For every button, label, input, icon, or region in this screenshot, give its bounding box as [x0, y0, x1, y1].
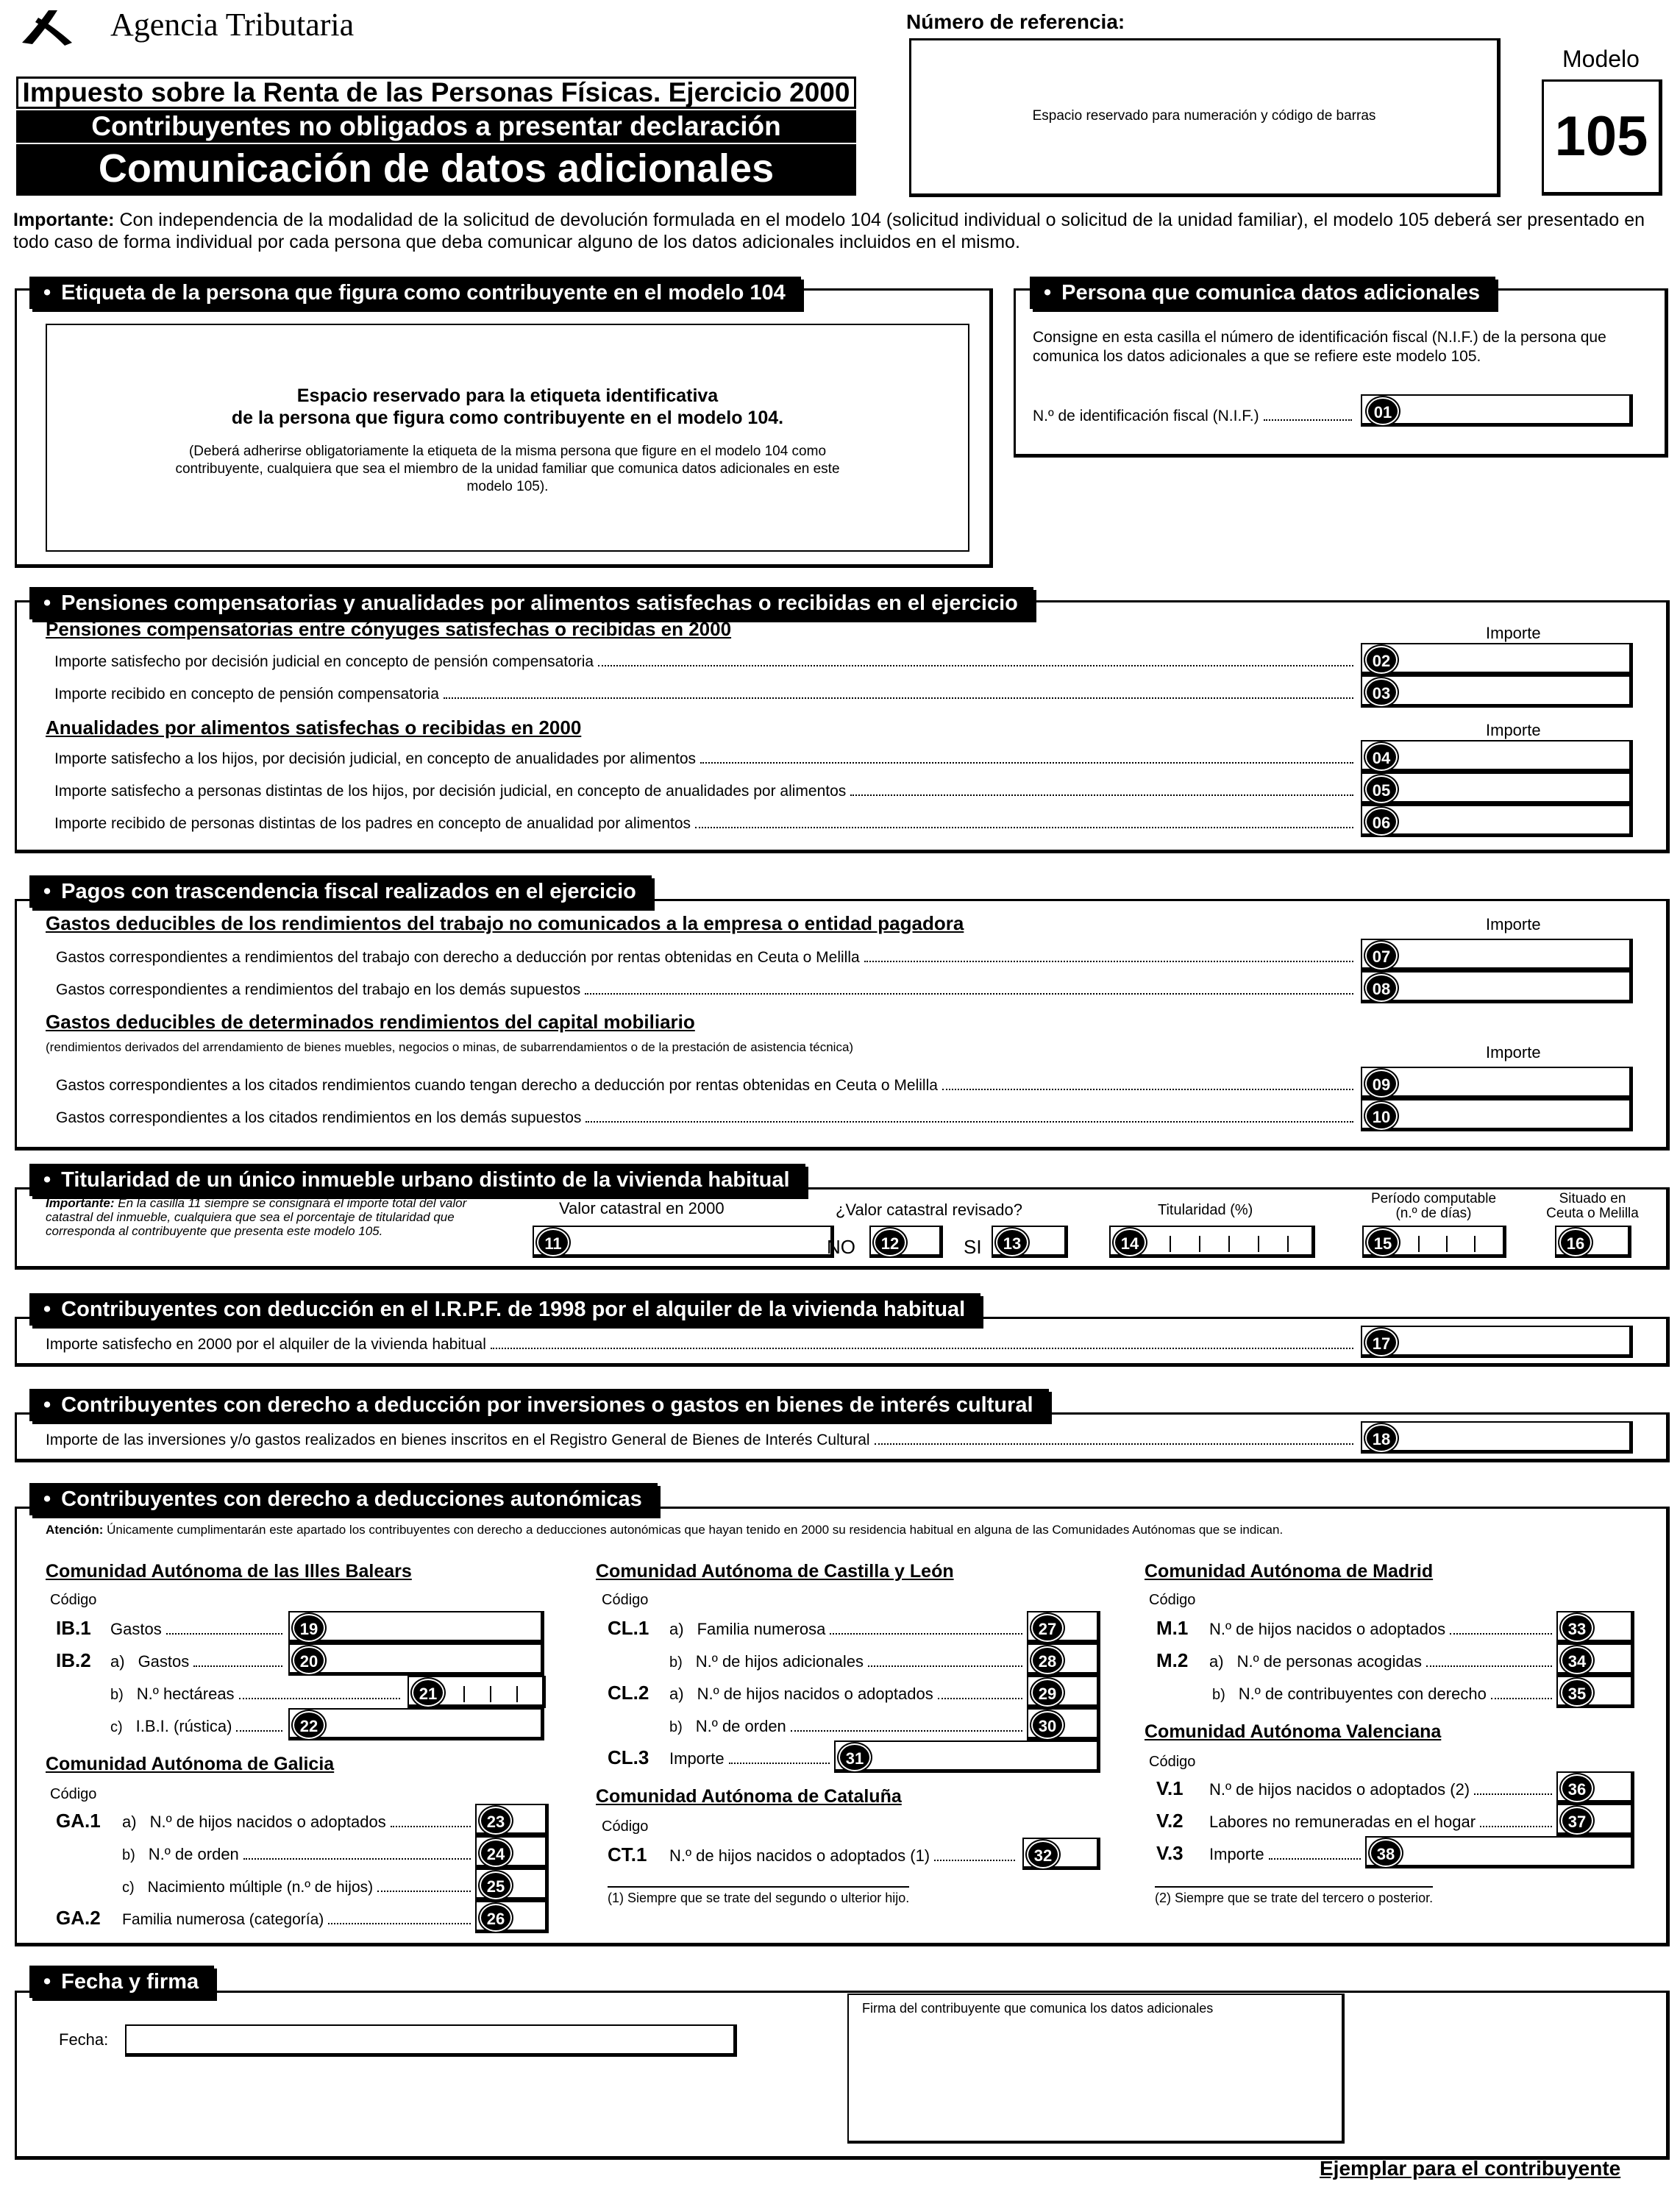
- ga2-code: GA.2: [56, 1907, 101, 1929]
- firma-box[interactable]: [847, 1994, 1345, 2144]
- m2a-letter: a): [1209, 1652, 1224, 1671]
- box-10-badge: 10: [1365, 1102, 1398, 1130]
- ib2c-row: [110, 1715, 287, 1736]
- ct1-row: [669, 1845, 1019, 1866]
- cl2a-label: N.º de hijos nacidos o adoptados: [697, 1685, 933, 1703]
- ct1-label: N.º de hijos nacidos o adoptados (1): [669, 1846, 930, 1865]
- m2b-letter: b): [1212, 1687, 1225, 1703]
- galicia-title: Comunidad Autónoma de Galicia: [46, 1754, 335, 1774]
- atencion-text: Únicamente cumplimentarán este apartado los contribuyentes con derecho a deducciones autonómicas que hayan tenido en 2000 su residencia habitual en alguna de las Comunidades Autónomas que se indican.: [107, 1523, 1284, 1537]
- firma-section: [15, 1991, 1670, 2160]
- pagos-heading-1: Gastos deducibles de los rendimientos del trabajo no comunicados a la empresa o entidad pagadora: [46, 912, 964, 934]
- reference-label: Número de referencia:: [906, 10, 1125, 33]
- ib2c-label: I.B.I. (rústica): [135, 1717, 232, 1735]
- box-38-field[interactable]: [1365, 1836, 1634, 1868]
- valor-catastral-label: Valor catastral en 2000: [559, 1199, 725, 1217]
- agency-logo: [16, 4, 82, 49]
- revisado-label: ¿Valor catastral revisado?: [836, 1201, 1022, 1219]
- box-07-field[interactable]: [1361, 939, 1633, 971]
- m1-code: M.1: [1156, 1617, 1189, 1639]
- box-35-badge: 35: [1561, 1679, 1593, 1707]
- pensiones-row-02-label: Importe satisfecho por decisión judicial en concepto de pensión compensatoria: [54, 653, 594, 670]
- alquiler-row: [46, 1333, 1358, 1354]
- cl1a-label: Familia numerosa: [697, 1620, 826, 1638]
- ga1b-label: N.º de orden: [148, 1845, 239, 1863]
- box-22-field[interactable]: [288, 1708, 544, 1740]
- pensiones-row-06: [54, 812, 1358, 833]
- no-label: NO: [827, 1236, 855, 1258]
- pensiones-importe-1: Importe: [1486, 624, 1541, 642]
- cl2b-label: N.º de orden: [695, 1717, 786, 1735]
- etiqueta-space: [46, 324, 969, 552]
- box-26-badge: 26: [480, 1904, 512, 1932]
- pagos-row-09-label: Gastos correspondientes a los citados rendimientos cuando tengan derecho a deducción por rentas obtenidas en Ceuta o Melilla: [56, 1077, 938, 1094]
- pensiones-row-06-label: Importe recibido de personas distintas de los padres en concepto de anualidad por alimentos: [54, 815, 691, 832]
- nif-field[interactable]: [1361, 394, 1633, 427]
- box-19-badge: 19: [293, 1614, 325, 1642]
- etiqueta-note: (Deberá adherirse obligatoriamente la etiqueta de la misma persona que figure en el modelo 104 como contribuyente, cualquiera que sea el miembro de la unidad familiar que comunica datos adicionales en este modelo 105).: [175, 444, 840, 494]
- box-03-badge: 03: [1365, 678, 1398, 706]
- situado-label-1: Situado en: [1559, 1191, 1626, 1206]
- m2a-label: N.º de personas acogidas: [1236, 1652, 1422, 1671]
- periodo-label-1: Período computable: [1370, 1191, 1497, 1206]
- persona-text: Consigne en esta casilla el número de identificación fiscal (N.I.F.) de la persona que comunica los datos adicionales a que se refiere este modelo 105.: [1033, 329, 1606, 365]
- cl2a-row: [669, 1683, 1027, 1704]
- baleares-codigo: Código: [50, 1592, 97, 1608]
- cataluna-title: Comunidad Autónoma de Cataluña: [596, 1786, 902, 1807]
- m2a-row: [1209, 1651, 1556, 1671]
- footer-ejemplar: Ejemplar para el contribuyente: [1320, 2157, 1621, 2180]
- reference-box: [909, 38, 1501, 197]
- pagos-row-08: [56, 978, 1358, 999]
- valencia-footnote: (2) Siempre que se trate del tercero o posterior.: [1155, 1886, 1433, 1906]
- cl1b-label: N.º de hijos adicionales: [695, 1652, 864, 1671]
- titularidad-note-label: Importante:: [46, 1196, 115, 1210]
- box-05-badge: 05: [1365, 775, 1398, 803]
- m1-label: N.º de hijos nacidos o adoptados: [1209, 1620, 1446, 1638]
- cl2b-letter: b): [669, 1719, 683, 1735]
- box-11-field[interactable]: [533, 1226, 834, 1258]
- nif-row: [1033, 403, 1356, 425]
- pensiones-row-03-label: Importe recibido en concepto de pensión compensatoria: [54, 686, 439, 703]
- ga1-code: GA.1: [56, 1810, 101, 1832]
- m2b-label: N.º de contribuyentes con derecho: [1238, 1685, 1487, 1703]
- cl1b-letter: b): [669, 1654, 683, 1671]
- persona-section: [1014, 288, 1668, 458]
- box-01-badge: 01: [1367, 397, 1399, 425]
- pagos-row-08-label: Gastos correspondientes a rendimientos del trabajo en los demás supuestos: [56, 981, 581, 998]
- atencion-note: [46, 1523, 1627, 1537]
- m2b-row: [1209, 1683, 1556, 1704]
- agency-name: Agencia Tributaria: [110, 7, 355, 43]
- box-08-badge: 08: [1365, 974, 1398, 1002]
- titularidad-note: [46, 1196, 516, 1238]
- box-31-field[interactable]: [834, 1740, 1100, 1773]
- box-20-badge: 20: [293, 1646, 325, 1674]
- cl1b-row: [669, 1651, 1027, 1671]
- alquiler-label: Importe satisfecho en 2000 por el alquiler de la vivienda habitual: [46, 1336, 486, 1353]
- ga1a-label: N.º de hijos nacidos o adoptados: [149, 1813, 386, 1831]
- ib2b-letter: b): [110, 1687, 124, 1703]
- box-25-badge: 25: [480, 1871, 512, 1899]
- box-06-field[interactable]: [1361, 805, 1633, 837]
- title-ejercicio: Impuesto sobre la Renta de las Personas Físicas. Ejercicio 2000: [16, 77, 856, 109]
- pensiones-tab: • Pensiones compensatorias y anualidades por alimentos satisfechas o recibidas en el ejercicio: [29, 587, 1033, 619]
- ib1-code: IB.1: [56, 1617, 91, 1639]
- fecha-field[interactable]: [125, 2024, 737, 2057]
- box-29-badge: 29: [1031, 1679, 1064, 1707]
- ib2b-label: N.º hectáreas: [136, 1685, 235, 1703]
- box-07-badge: 07: [1365, 942, 1398, 970]
- ib2b-row: [110, 1683, 405, 1704]
- ib2c-letter: c): [110, 1719, 123, 1735]
- box-04-field[interactable]: [1361, 740, 1633, 772]
- firma-tab: • Fecha y firma: [29, 1966, 214, 1998]
- title-no-obligados: Contribuyentes no obligados a presentar declaración: [16, 110, 856, 143]
- cl2-code: CL.2: [608, 1682, 649, 1704]
- ib2a-label: Gastos: [138, 1652, 190, 1671]
- galicia-codigo: Código: [50, 1786, 97, 1802]
- cl1a-row: [669, 1618, 1027, 1639]
- ga1c-label: Nacimiento múltiple (n.º de hijos): [147, 1879, 374, 1896]
- m2-code: M.2: [1156, 1649, 1189, 1671]
- box-34-badge: 34: [1561, 1646, 1593, 1674]
- box-24-badge: 24: [480, 1839, 512, 1867]
- cl2b-row: [669, 1715, 1027, 1736]
- situado-label: [1537, 1192, 1648, 1221]
- ct1-code: CT.1: [608, 1843, 647, 1866]
- modelo-number: 105: [1542, 79, 1662, 196]
- ga1a-letter: a): [122, 1813, 137, 1831]
- pensiones-row-05: [54, 780, 1358, 800]
- si-label: SI: [964, 1236, 982, 1258]
- pagos-importe-2: Importe: [1486, 1043, 1541, 1062]
- atencion-label: Atención:: [46, 1523, 104, 1537]
- pensiones-heading-2: Anualidades por alimentos satisfechas o recibidas en 2000: [46, 716, 582, 739]
- box-02-badge: 02: [1365, 646, 1398, 674]
- castilla-title: Comunidad Autónoma de Castilla y León: [596, 1561, 954, 1582]
- ib2a-letter: a): [110, 1652, 125, 1671]
- box-11-badge: 11: [537, 1228, 569, 1256]
- pagos-row-10: [56, 1106, 1358, 1127]
- pensiones-row-05-label: Importe satisfecho a personas distintas de los hijos, por decisión judicial, en concepto de anualidades por alimentos: [54, 783, 847, 800]
- cl1-code: CL.1: [608, 1617, 649, 1639]
- cultural-tab: • Contribuyentes con derecho a deducción por inversiones o gastos en bienes de interés cultural: [29, 1389, 1049, 1421]
- box-09-badge: 09: [1365, 1070, 1398, 1098]
- box-16-badge: 16: [1559, 1228, 1592, 1256]
- box-17-badge: 17: [1365, 1329, 1398, 1356]
- situado-label-2: Ceuta o Melilla: [1546, 1206, 1639, 1221]
- alquiler-tab: • Contribuyentes con deducción en el I.R.P.F. de 1998 por el alquiler de la vivienda habitual: [29, 1293, 980, 1326]
- m1-row: [1209, 1618, 1556, 1639]
- pensiones-row-04-label: Importe satisfecho a los hijos, por decisión judicial, en concepto de anualidades por alimentos: [54, 750, 697, 767]
- box-19-field[interactable]: [288, 1611, 544, 1643]
- cl3-row: [669, 1748, 834, 1768]
- periodo-label: [1356, 1192, 1511, 1221]
- ga1a-row: [122, 1811, 475, 1832]
- box-28-badge: 28: [1031, 1646, 1064, 1674]
- cl3-code: CL.3: [608, 1746, 649, 1768]
- box-21-badge: 21: [412, 1679, 444, 1707]
- etiqueta-line2: de la persona que figura como contribuyente en el modelo 104.: [231, 408, 784, 428]
- fecha-label: Fecha:: [59, 2030, 109, 2049]
- important-note: [13, 209, 1670, 253]
- pagos-row-09: [56, 1074, 1358, 1095]
- persona-tab: • Persona que comunica datos adicionales: [1030, 277, 1495, 309]
- pagos-row-07-label: Gastos correspondientes a rendimientos del trabajo con derecho a deducción por rentas obtenidas en Ceuta o Melilla: [56, 949, 860, 966]
- modelo-label: Modelo: [1562, 46, 1640, 72]
- cultural-row: [46, 1429, 1358, 1449]
- pensiones-importe-2: Importe: [1486, 721, 1541, 739]
- box-38-badge: 38: [1370, 1839, 1402, 1867]
- cataluna-footnote: (1) Siempre que se trate del segundo o ulterior hijo.: [608, 1886, 909, 1906]
- ga1b-letter: b): [122, 1847, 135, 1863]
- v2-label: Labores no remuneradas en el hogar: [1209, 1813, 1476, 1831]
- v1-row: [1209, 1779, 1556, 1799]
- valencia-codigo: Código: [1149, 1754, 1196, 1770]
- cataluna-codigo: Código: [602, 1818, 649, 1835]
- pagos-heading-2-note: (rendimientos derivados del arrendamiento de bienes muebles, negocios o minas, de subarrendamientos o de la prestación de asistencia técnica): [46, 1040, 854, 1054]
- titularidad-note-text: En la casilla 11 siempre se consignará el importe total del valor catastral del inmueble, cualquiera que sea el porcentaje de titularidad que corresponda al contribuyente que presenta este modelo 105.: [46, 1196, 467, 1238]
- box-08-field[interactable]: [1361, 971, 1633, 1003]
- autonom-tab: • Contribuyentes con derecho a deducciones autonómicas: [29, 1483, 658, 1515]
- pagos-heading-2: Gastos deducibles de determinados rendimientos del capital mobiliario: [46, 1011, 695, 1033]
- box-31-badge: 31: [839, 1743, 871, 1771]
- box-17-field[interactable]: [1361, 1326, 1633, 1358]
- pagos-row-10-label: Gastos correspondientes a los citados rendimientos en los demás supuestos: [56, 1109, 582, 1126]
- castilla-codigo: Código: [602, 1592, 649, 1608]
- ga1c-letter: c): [122, 1880, 135, 1896]
- box-23-badge: 23: [480, 1807, 512, 1835]
- periodo-label-2: (n.º de días): [1395, 1206, 1472, 1221]
- box-06-badge: 06: [1365, 808, 1398, 836]
- cultural-label: Importe de las inversiones y/o gastos realizados en bienes inscritos en el Registro General de Bienes de Interés Cultural: [46, 1432, 870, 1448]
- madrid-codigo: Código: [1149, 1592, 1196, 1608]
- cl1a-letter: a): [669, 1620, 684, 1638]
- valencia-title: Comunidad Autónoma Valenciana: [1145, 1721, 1442, 1742]
- v1-code: V.1: [1156, 1777, 1184, 1799]
- pagos-importe-1: Importe: [1486, 915, 1541, 934]
- important-label: Importante:: [13, 210, 115, 230]
- titularidad-pct-label: Titularidad (%): [1158, 1202, 1253, 1218]
- ga1b-row: [122, 1843, 475, 1864]
- ib2a-row: [110, 1651, 287, 1671]
- box-13-badge: 13: [996, 1228, 1028, 1256]
- box-15-badge: 15: [1367, 1228, 1399, 1256]
- box-18-badge: 18: [1365, 1424, 1398, 1452]
- box-03-field[interactable]: [1361, 675, 1633, 708]
- box-20-field[interactable]: [288, 1643, 544, 1676]
- box-37-badge: 37: [1561, 1807, 1593, 1835]
- ib1-label: Gastos: [110, 1620, 162, 1638]
- ga1c-row: [122, 1876, 475, 1896]
- firma-label: Firma del contribuyente que comunica los datos adicionales: [862, 2001, 1214, 2016]
- box-22-badge: 22: [293, 1711, 325, 1739]
- box-02-field[interactable]: [1361, 643, 1633, 675]
- box-33-badge: 33: [1561, 1614, 1593, 1642]
- baleares-title: Comunidad Autónoma de las Illes Balears: [46, 1561, 412, 1582]
- madrid-title: Comunidad Autónoma de Madrid: [1145, 1561, 1434, 1582]
- titularidad-tab: • Titularidad de un único inmueble urbano distinto de la vivienda habitual: [29, 1164, 805, 1196]
- important-text: Con independencia de la modalidad de la solicitud de devolución formulada en el modelo 104 (solicitud individual o solicitud de la unidad familiar), el modelo 105 deberá ser presentado en todo caso de forma individual por cada persona que deba comunicar alguno de los datos adicionales incluidos en el mismo.: [13, 210, 1645, 252]
- box-32-badge: 32: [1027, 1841, 1059, 1868]
- box-14-badge: 14: [1114, 1228, 1146, 1256]
- pagos-row-07: [56, 946, 1358, 967]
- cl3-label: Importe: [669, 1749, 725, 1768]
- ib2-code: IB.2: [56, 1649, 91, 1671]
- box-12-badge: 12: [874, 1228, 906, 1256]
- pensiones-row-04: [54, 747, 1358, 768]
- reference-space-text: Espacio reservado para numeración y código de barras: [1032, 108, 1376, 124]
- ib1-row: [110, 1618, 287, 1639]
- v2-code: V.2: [1156, 1810, 1184, 1832]
- box-18-field[interactable]: [1361, 1421, 1633, 1454]
- cl2a-letter: a): [669, 1685, 684, 1703]
- ga2-row: [122, 1908, 475, 1929]
- box-05-field[interactable]: [1361, 772, 1633, 805]
- v3-row: [1209, 1843, 1365, 1864]
- box-10-field[interactable]: [1361, 1099, 1633, 1131]
- pensiones-row-03: [54, 683, 1358, 703]
- box-36-badge: 36: [1561, 1774, 1593, 1802]
- v3-code: V.3: [1156, 1842, 1184, 1864]
- box-27-badge: 27: [1031, 1614, 1064, 1642]
- etiqueta-line1: Espacio reservado para la etiqueta identificativa: [296, 385, 719, 406]
- pensiones-heading-1: Pensiones compensatorias entre cónyuges satisfechas o recibidas en 2000: [46, 618, 732, 640]
- box-04-badge: 04: [1365, 743, 1398, 771]
- nif-label: N.º de identificación fiscal (N.I.F.): [1033, 408, 1259, 424]
- v2-row: [1209, 1811, 1556, 1832]
- title-comunicacion: Comunicación de datos adicionales: [16, 144, 856, 196]
- box-30-badge: 30: [1031, 1711, 1064, 1739]
- logo-icon: [16, 4, 82, 49]
- v3-label: Importe: [1209, 1845, 1264, 1863]
- pagos-tab: • Pagos con trascendencia fiscal realizados en el ejercicio: [29, 875, 652, 908]
- box-09-field[interactable]: [1361, 1067, 1633, 1099]
- ga2-label: Familia numerosa (categoría): [122, 1911, 324, 1928]
- pensiones-row-02: [54, 650, 1358, 671]
- v1-label: N.º de hijos nacidos o adoptados (2): [1209, 1780, 1470, 1799]
- etiqueta-tab: • Etiqueta de la persona que figura como contribuyente en el modelo 104: [29, 277, 801, 309]
